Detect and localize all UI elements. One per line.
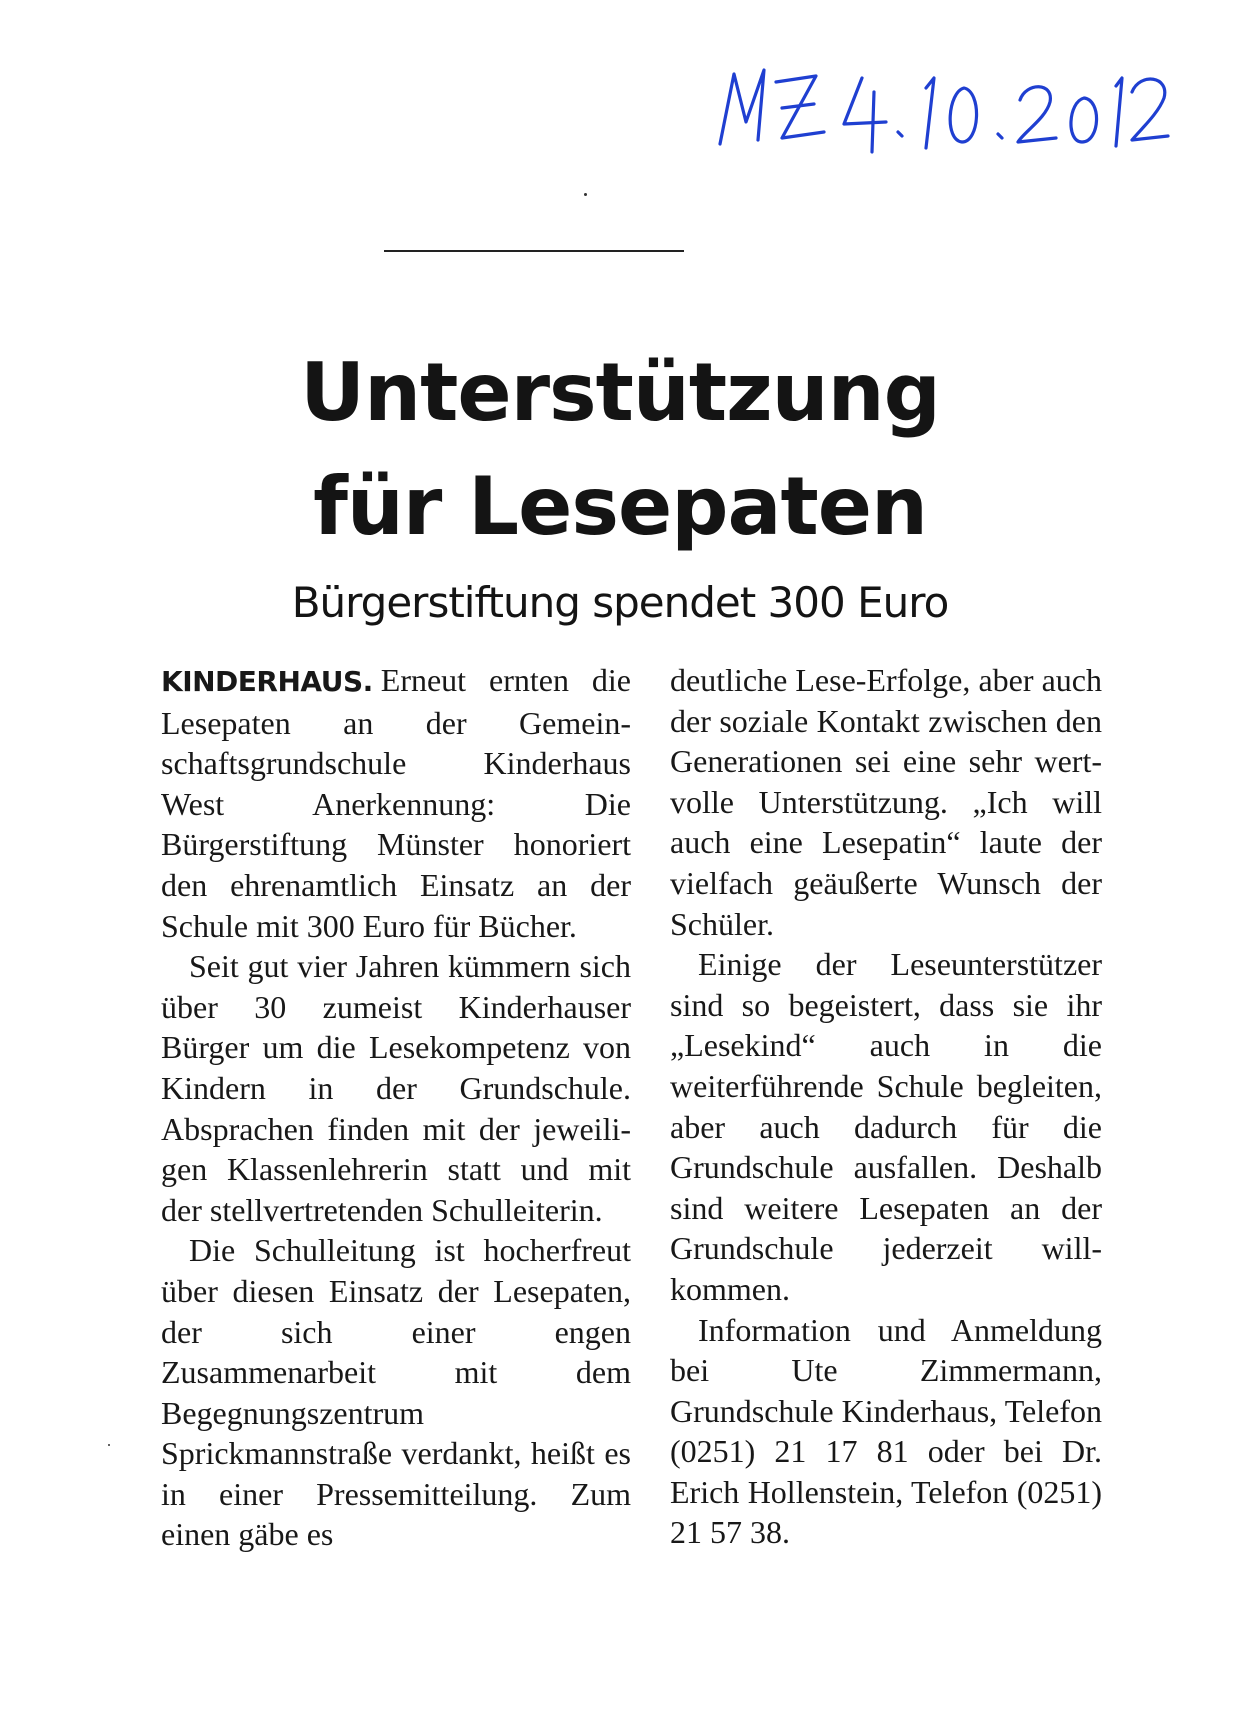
headline-line-1: Unterstützung: [300, 346, 940, 439]
headline-line-2: für Lesepaten: [313, 460, 927, 553]
paragraph-text: Erneut ernten die Lesepaten an der Gemeinschaftsgrundschule Kinderhaus West Anerkennung: Die Bürgerstiftung Münster honoriert den ehrenamtlich Einsatz an der Schule mit 300 Euro für Bücher.: [161, 662, 631, 944]
scan-speck: [108, 1444, 110, 1446]
article-column-right: [670, 660, 1102, 1553]
handwritten-date-note: [712, 52, 1172, 162]
article-column-left: [161, 660, 631, 1555]
paragraph: Einige der Leseunterstützer sind so begeistert, dass sie ihr „Lesekind“ auch in die weiterführende Schule begleiten, aber auch dadurch für die Grundschule ausfallen. Deshalb sind weitere Lesepaten an der Grundschule jederzeit willkommen.: [670, 946, 1102, 1307]
divider-rule: [384, 250, 684, 252]
article-subheadline: Bürgerstiftung spendet 300 Euro: [291, 578, 949, 627]
paragraph: Die Schulleitung ist hocherfreut über diesen Einsatz der Lesepaten, der sich einer engen Zusammenarbeit mit dem Begegnungszentrum Sprickmannstraße verdankt, heißt es in einer Pressemitteilung. Zum einen gäbe es: [161, 1232, 631, 1553]
article-headline: [150, 336, 1090, 564]
scan-speck: [584, 193, 587, 196]
dateline: KINDERHAUS.: [161, 665, 373, 698]
paragraph: Information und Anmeldung bei Ute Zimmermann, Grundschule Kinderhaus, Telefon (0251) 21 17 81 oder bei Dr. Erich Hollenstein, Telefon (0251) 21 57 38.: [670, 1311, 1102, 1551]
paragraph: Seit gut vier Jahren kümmern sich über 30 zumeist Kinderhauser Bürger um die Lesekompetenz von Kindern in der Grundschule. Absprachen finden mit der jeweiligen Klassenlehrerin statt und mit der stellvertretenden Schulleiterin.: [161, 948, 631, 1228]
paragraph: deutliche Lese-Erfolge, aber auch der soziale Kontakt zwischen den Generationen sei eine sehr wertvolle Unterstützung. „Ich will auch eine Lesepatin“ laute der vielfach geäußerte Wunsch der Schüler.: [670, 662, 1102, 942]
paragraph: [161, 660, 631, 946]
